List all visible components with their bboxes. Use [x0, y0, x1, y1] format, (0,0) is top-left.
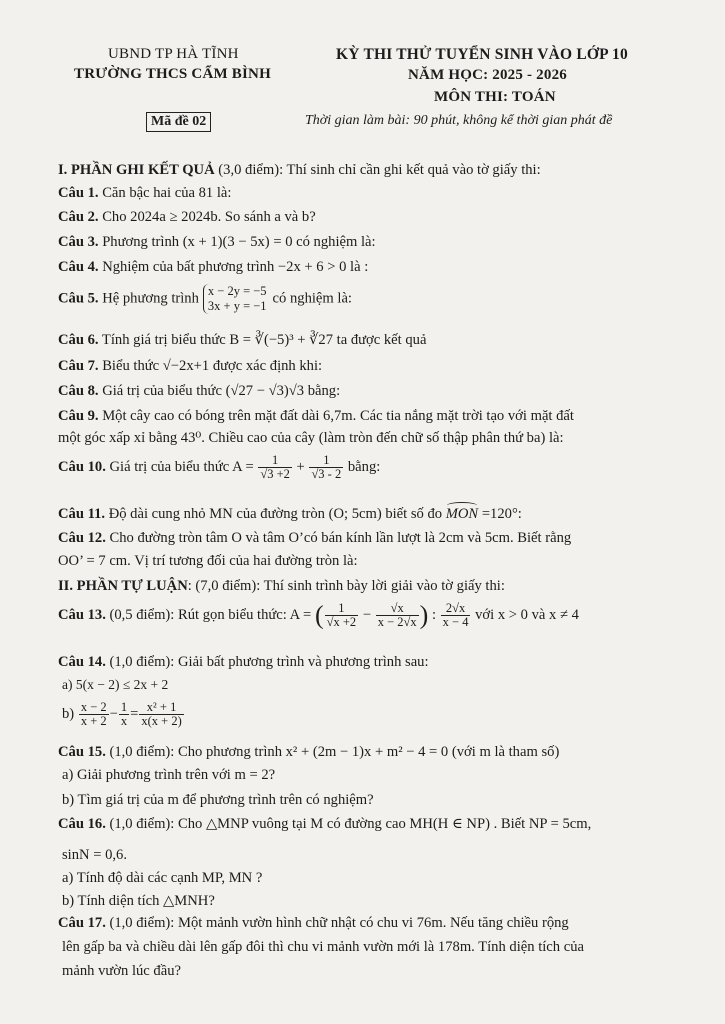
q13-frac1	[325, 602, 359, 629]
q6-text: Tính giá trị biểu thức B = ∛(−5)³ + ∛27 ta được kết quả	[98, 332, 427, 348]
q16-text: (1,0 điểm): Cho △MNP vuông tại M có đường cao MH(H ∈ NP) . Biết NP = 5cm,	[105, 816, 592, 832]
q15-part-a: a) Giải phương trình trên với m = 2?	[62, 767, 276, 783]
part1-instruction: : Thí sinh chỉ cần ghi kết quả vào tờ giấy thi:	[279, 162, 541, 178]
q9-label: Câu 9.	[58, 408, 99, 424]
question-4	[58, 257, 368, 277]
q13-d2: x − 2√x	[377, 615, 417, 629]
question-13: Câu 13. (0,5 điểm): Rút gọn biểu thức: A = ( $\frac{1}{√x +2}$ − $\frac{√x}{x - 2√x}$ ) : $\frac{2√x}{x - 4}$ với x > 0 và x ≠ 4	[58, 600, 579, 630]
q8-text: Giá trị của biểu thức (√27 − √3)√3 bằng:	[98, 383, 341, 399]
q5-eq2: 3x + y = −1	[207, 299, 267, 313]
q13-d1: √x +2	[326, 615, 357, 629]
q14-frac2	[119, 701, 129, 728]
q14-b-n1: x − 2	[80, 700, 107, 714]
q7-expr: √−2x+1	[162, 358, 210, 374]
q15-text: (1,0 điểm): Cho phương trình x² + (2m − 1)x + m² − 4 = 0 (với m là tham số)	[105, 744, 560, 760]
q13-n3: 2√x	[441, 602, 471, 616]
q4-text: Nghiệm của bất phương trình −2x + 6 > 0 là :	[98, 259, 369, 275]
subject: MÔN THI: TOÁN	[434, 89, 556, 105]
question-16	[58, 814, 591, 834]
q16-line2: sinN = 0,6.	[62, 847, 127, 863]
part2-instruction: : Thí sinh trình bày lời giải vào tờ giấy thi:	[256, 578, 505, 594]
exam-title: KỲ THI THỬ TUYỂN SINH VÀO LỚP 10	[336, 46, 628, 63]
q14-b-d2: x	[120, 714, 128, 728]
q8-label: Câu 8.	[58, 383, 99, 399]
q14-b-n2: 1	[120, 700, 128, 714]
q16-part-b: b) Tính diện tích △MNH?	[62, 893, 215, 909]
q10-frac1	[258, 454, 292, 481]
q13-label: Câu 13.	[58, 606, 106, 623]
q17-line1: (1,0 điểm): Một mảnh vườn hình chữ nhật có chu vi 76m. Nếu tăng chiều rộng	[105, 915, 569, 931]
q1-text: Căn bậc hai của 81 là:	[98, 185, 232, 201]
time-note: Thời gian làm bài: 90 phút, không kể thời gian phát đề	[305, 113, 613, 128]
part2-heading	[58, 576, 505, 596]
q17-line2: lên gấp ba và chiều dài lên gấp đôi thì chu vi mảnh vườn mới là 178m. Tính diện tích của	[62, 939, 584, 955]
exam-code-box: Mã đề 02	[146, 112, 211, 132]
q14-b-d3: x(x + 2)	[141, 714, 182, 728]
part2-title: II. PHẦN TỰ LUẬN	[58, 578, 188, 594]
q17-label: Câu 17.	[58, 915, 106, 931]
question-17	[58, 913, 569, 933]
question-10: Câu 10. Giá trị của biểu thức A = $\frac{1}{√3 +2}$ + $\frac{1}{√3 - 2}$ bằng:	[58, 453, 381, 481]
question-15	[58, 742, 559, 762]
q11-post: =120°:	[478, 506, 522, 522]
question-6	[58, 330, 426, 350]
q13-frac2	[376, 602, 419, 629]
question-14	[58, 652, 429, 672]
q13-n1: 1	[325, 602, 359, 616]
part1-title: I. PHẦN GHI KẾT QUẢ	[58, 162, 215, 178]
q16-label: Câu 16.	[58, 816, 106, 832]
part1-heading	[58, 160, 541, 180]
question-1	[58, 183, 231, 203]
q11-label: Câu 11.	[58, 506, 106, 522]
q3-label: Câu 3.	[58, 234, 99, 250]
q5-post: có nghiệm là:	[272, 290, 352, 307]
q10-d2: √3 - 2	[311, 467, 342, 481]
q13-n2: √x	[376, 602, 419, 616]
q13-frac3	[441, 602, 471, 629]
question-9	[58, 406, 574, 426]
q2-text: Cho 2024a ≥ 2024b. So sánh a và b?	[98, 209, 316, 225]
q14-part-b: b) $\frac{x - 2}{x + 2}$ − $\frac{1}{x}$ = $\frac{\text{x² + 1}}{x(x + 2)}$	[62, 700, 182, 728]
q13-pre: (0,5 điểm): Rút gọn biểu thức: A =	[105, 606, 312, 623]
q14-text: (1,0 điểm): Giải bất phương trình và phương trình sau:	[105, 654, 429, 670]
q14-label: Câu 14.	[58, 654, 106, 670]
q13-post: với x > 0 và x ≠ 4	[471, 606, 579, 623]
q5-label: Câu 5.	[58, 290, 99, 307]
q16-part-a: a) Tính độ dài các cạnh MP, MN ?	[62, 870, 263, 886]
school-year: NĂM HỌC: 2025 - 2026	[408, 67, 567, 83]
arc-mon: MON	[445, 506, 479, 522]
question-2	[58, 207, 316, 227]
question-3	[58, 232, 376, 252]
part2-points: : (7,0 điểm)	[187, 578, 257, 594]
q2-label: Câu 2.	[58, 209, 99, 225]
q12-label: Câu 12.	[58, 530, 106, 546]
school-name: TRƯỜNG THCS CẨM BÌNH	[74, 66, 271, 82]
q11-pre: Độ dài cung nhỏ MN của đường tròn (O; 5cm) biết số đo	[105, 506, 446, 522]
q7-post: được xác định khi:	[209, 358, 323, 374]
q3-text: Phương trình (x + 1)(3 − 5x) = 0 có nghiệm là:	[98, 234, 376, 250]
q14-b-d1: x + 2	[80, 714, 107, 728]
q10-d1: √3 +2	[260, 467, 290, 481]
q7-pre: Biểu thức	[98, 358, 163, 374]
question-5	[58, 284, 352, 314]
q14-frac1	[79, 701, 109, 728]
q5-pre: Hệ phương trình	[98, 290, 199, 307]
q14-frac3	[139, 701, 183, 728]
q14-b-n3: x² + 1	[139, 701, 183, 715]
question-8	[58, 381, 340, 401]
department-name: UBND TP HÀ TĨNH	[108, 46, 239, 62]
part1-points: (3,0 điểm)	[214, 162, 280, 178]
q10-n1: 1	[258, 454, 292, 468]
question-7	[58, 356, 322, 376]
q14-b-label: b)	[62, 705, 75, 722]
q4-label: Câu 4.	[58, 259, 99, 275]
q10-n2: 1	[309, 454, 343, 468]
q1-label: Câu 1.	[58, 185, 99, 201]
q7-label: Câu 7.	[58, 358, 99, 374]
q12-line2: OO’ = 7 cm. Vị trí tương đối của hai đường tròn là:	[58, 553, 358, 569]
q15-label: Câu 15.	[58, 744, 106, 760]
q9-line1: Một cây cao có bóng trên mặt đất dài 6,7m. Các tia nắng mặt trời tạo với mặt đất	[98, 408, 574, 424]
question-12	[58, 528, 571, 548]
q10-frac2	[309, 454, 343, 481]
equation-system	[203, 284, 267, 314]
q10-post: bằng:	[344, 458, 381, 475]
q15-part-b: b) Tìm giá trị của m để phương trình trên có nghiệm?	[62, 792, 374, 808]
q9-line2: một góc xấp xỉ bằng 43⁰. Chiều cao của cây (làm tròn đến chữ số thập phân thứ ba) là:	[58, 430, 564, 446]
q10-label: Câu 10.	[58, 458, 106, 475]
q13-d3: x − 4	[442, 615, 469, 629]
q12-line1: Cho đường tròn tâm O và tâm O’có bán kính lần lượt là 2cm và 5cm. Biết rằng	[105, 530, 572, 546]
q6-label: Câu 6.	[58, 332, 99, 348]
q10-pre: Giá trị của biểu thức A =	[105, 458, 254, 475]
q5-eq1: x − 2y = −5	[207, 284, 267, 298]
q14-part-a: a) 5(x − 2) ≤ 2x + 2	[62, 677, 169, 692]
q17-line3: mảnh vườn lúc đầu?	[62, 963, 181, 979]
question-11	[58, 504, 522, 524]
